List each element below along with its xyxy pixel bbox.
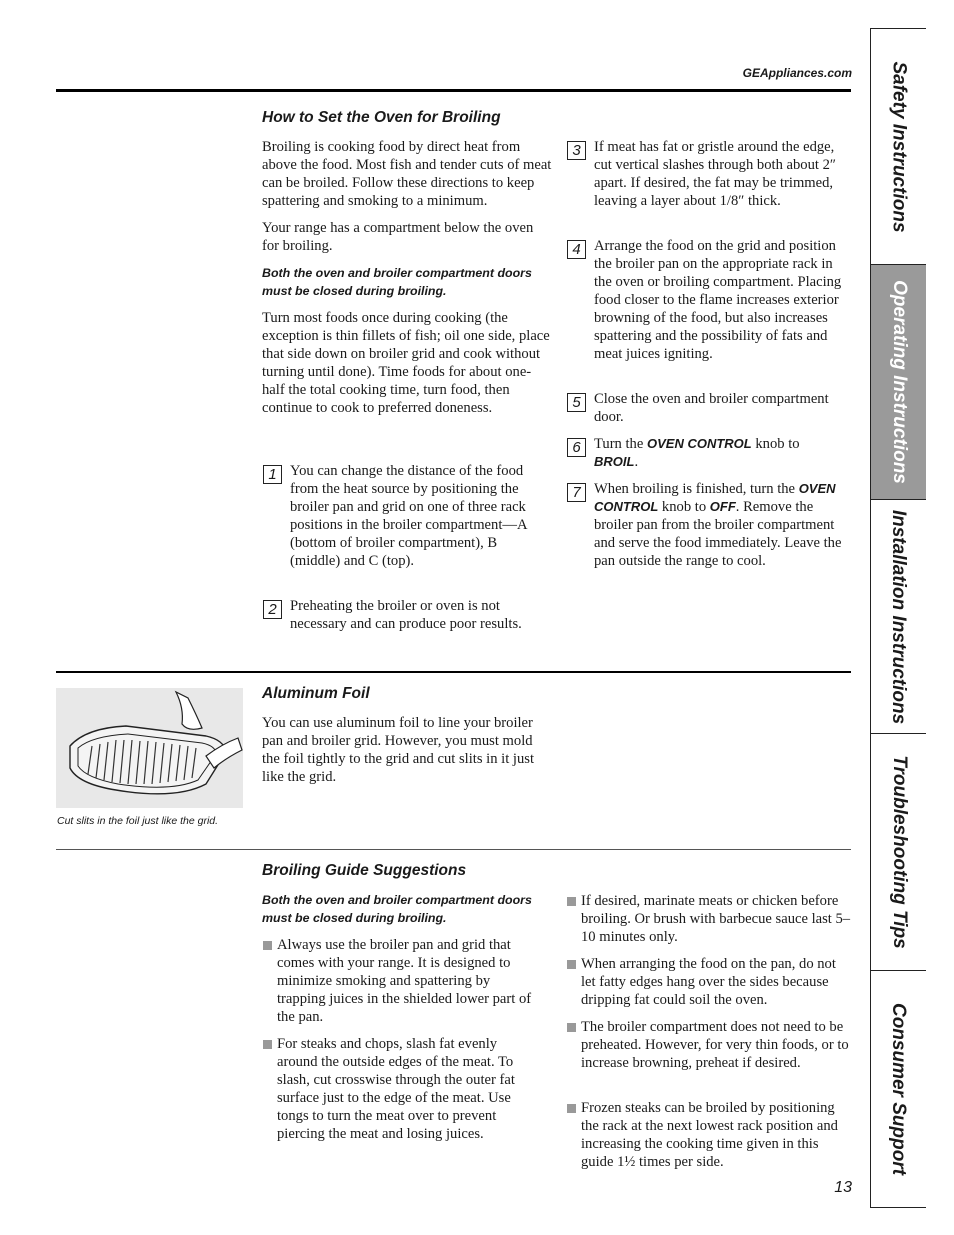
broiling-step [567, 390, 847, 426]
foil-text: You can use aluminum foil to line your broiler pan and broiler grid. However, you must mold the foil tightly to the grid and cut slits in it just like the grid. [262, 715, 534, 785]
bullet-square [567, 960, 576, 969]
guide-bullet [567, 955, 852, 1009]
broiling-step [263, 462, 531, 570]
tab-label: Operating Instructions [888, 280, 910, 484]
tab-operating-instructions[interactable] [871, 265, 926, 500]
step-text-part: . Remove the broiler pan from the broiler compartment and serve the food immediately. Leave the pan outside the range to cool. [594, 499, 842, 569]
tab-label: Installation Instructions [888, 509, 910, 724]
step-number: 7 [567, 483, 586, 502]
section-divider [56, 671, 851, 673]
tab-installation-instructions[interactable] [871, 500, 926, 734]
broil-keyword: BROIL [594, 454, 635, 469]
bullet-square [567, 1023, 576, 1032]
bullet-text: For steaks and chops, slash fat evenly around the outside edges of the meat. To slash, cut crosswise through the outer fat surface just to the edge of the meat. Use tongs to turn the meat over to prevent piercing the meat and losing juices. [277, 1036, 515, 1142]
tab-label: Troubleshooting Tips [888, 755, 910, 949]
foil-title: Aluminum Foil [262, 685, 370, 702]
step-text: If meat has fat or gristle around the edge, cut vertical slashes through both about 2″ apart. If desired, the fat may be trimmed, leaving a layer about 1/8″ thick. [594, 139, 836, 209]
step-number: 1 [263, 465, 282, 484]
step-text-part: knob to [658, 499, 710, 515]
section-tabs [870, 28, 926, 1208]
guide-bullet [567, 892, 852, 946]
oven-control-keyword: OVEN CONTROL [646, 436, 752, 451]
bullet-text: Always use the broiler pan and grid that comes with your range. It is designed to minimize smoking and spattering by trapping juices in the shielded lower part of the pan. [277, 937, 532, 1025]
broiling-step [263, 597, 531, 633]
guide-bullet [263, 1035, 538, 1143]
bullet-text: The broiler compartment does not need to be preheated. However, for very thin foods, or to increase browning, preheat if desired. [581, 1019, 849, 1071]
step-text-part: When broiling is finished, turn the [594, 481, 799, 497]
page-number: 13 [834, 1179, 852, 1196]
broiling-intro: Broiling is cooking food by direct heat from above the food. Most fish and tender cuts of meat can be broiled. Follow these directions to keep spattering and smoking to a minimum. [262, 139, 552, 209]
step-number: 2 [263, 600, 282, 619]
guide-bullet [567, 1018, 852, 1072]
bullet-square [263, 941, 272, 950]
broiling-step [567, 138, 847, 210]
step-text: Arrange the food on the grid and position the broiler pan on the appropriate rack in the oven or broiling compartment. Placing food closer to the flame increases exterior browning of the food, but also increases spattering and the possibility of fats and meat juices igniting. [594, 238, 842, 362]
header-rule [56, 89, 851, 92]
guide-title: Broiling Guide Suggestions [262, 862, 467, 879]
tab-safety-instructions[interactable] [871, 29, 926, 265]
broiling-step [567, 480, 847, 570]
step-number: 6 [567, 438, 586, 457]
step-text [594, 435, 847, 471]
step-number: 4 [567, 240, 586, 259]
step-text-part: Turn the [594, 436, 647, 452]
bullet-text: If desired, marinate meats or chicken before broiling. Or brush with barbecue sauce last 5–10 minutes only. [581, 893, 851, 945]
step-text: Close the oven and broiler compartment door. [594, 391, 829, 425]
bullet-text: Frozen steaks can be broiled by positioning the rack at the next lowest rack position and increasing the cooking time given in this guide 1½ times per side. [581, 1100, 838, 1170]
foil-caption: Cut slits in the foil just like the grid. [57, 815, 219, 827]
bullet-text: When arranging the food on the pan, do not let fatty edges hang over the sides because dripping fat could soil the oven. [581, 956, 836, 1008]
guide-doors-note: Both the oven and broiler compartment doors must be closed during broiling. [262, 893, 532, 925]
step-text-part: . [634, 454, 639, 470]
step-number: 3 [567, 141, 586, 160]
broiling-left-column [262, 138, 552, 417]
step-text: You can change the distance of the food from the heat source by positioning the broiler pan and grid on one of three rack positions in the broiler compartment—A (bottom of broiler compartment), B (middle) and C (top). [290, 463, 527, 569]
tab-troubleshooting-tips[interactable] [871, 734, 926, 971]
off-keyword: OFF [709, 499, 736, 514]
oven-control-keyword: OVEN CONTROL [594, 481, 836, 514]
bullet-square [567, 897, 576, 906]
section-divider [56, 849, 851, 850]
bullet-square [567, 1104, 576, 1113]
guide-bullet [567, 1099, 852, 1171]
step-text-part: knob to [751, 436, 800, 452]
step-text: Preheating the broiler or oven is not necessary and can produce poor results. [290, 598, 522, 632]
broiling-compartment-text: Your range has a compartment below the oven for broiling. [262, 220, 534, 254]
broiling-step [567, 435, 847, 471]
broiling-turn-food-text: Turn most foods once during cooking (the exception is thin fillets of fish; oil one side, place that side down on broiler grid and cook without turning until done). Time foods for about one-half the total cooking time, turn food, then continue to cook to preferred doneness. [262, 310, 550, 416]
step-text [594, 480, 847, 570]
tab-label: Consumer Support [888, 1002, 910, 1175]
tab-consumer-support[interactable] [871, 971, 926, 1206]
step-number: 5 [567, 393, 586, 412]
bullet-square [263, 1040, 272, 1049]
tab-label: Safety Instructions [888, 60, 910, 233]
broiling-doors-note: Both the oven and broiler compartment doors must be closed during broiling. [262, 266, 532, 298]
foil-illustration [56, 688, 243, 808]
guide-bullet [263, 936, 538, 1026]
broiling-step [567, 237, 847, 363]
broiler-pan-foil-image [56, 688, 243, 808]
website-url: GEAppliances.com [742, 66, 852, 80]
broiling-title: How to Set the Oven for Broiling [262, 109, 501, 126]
